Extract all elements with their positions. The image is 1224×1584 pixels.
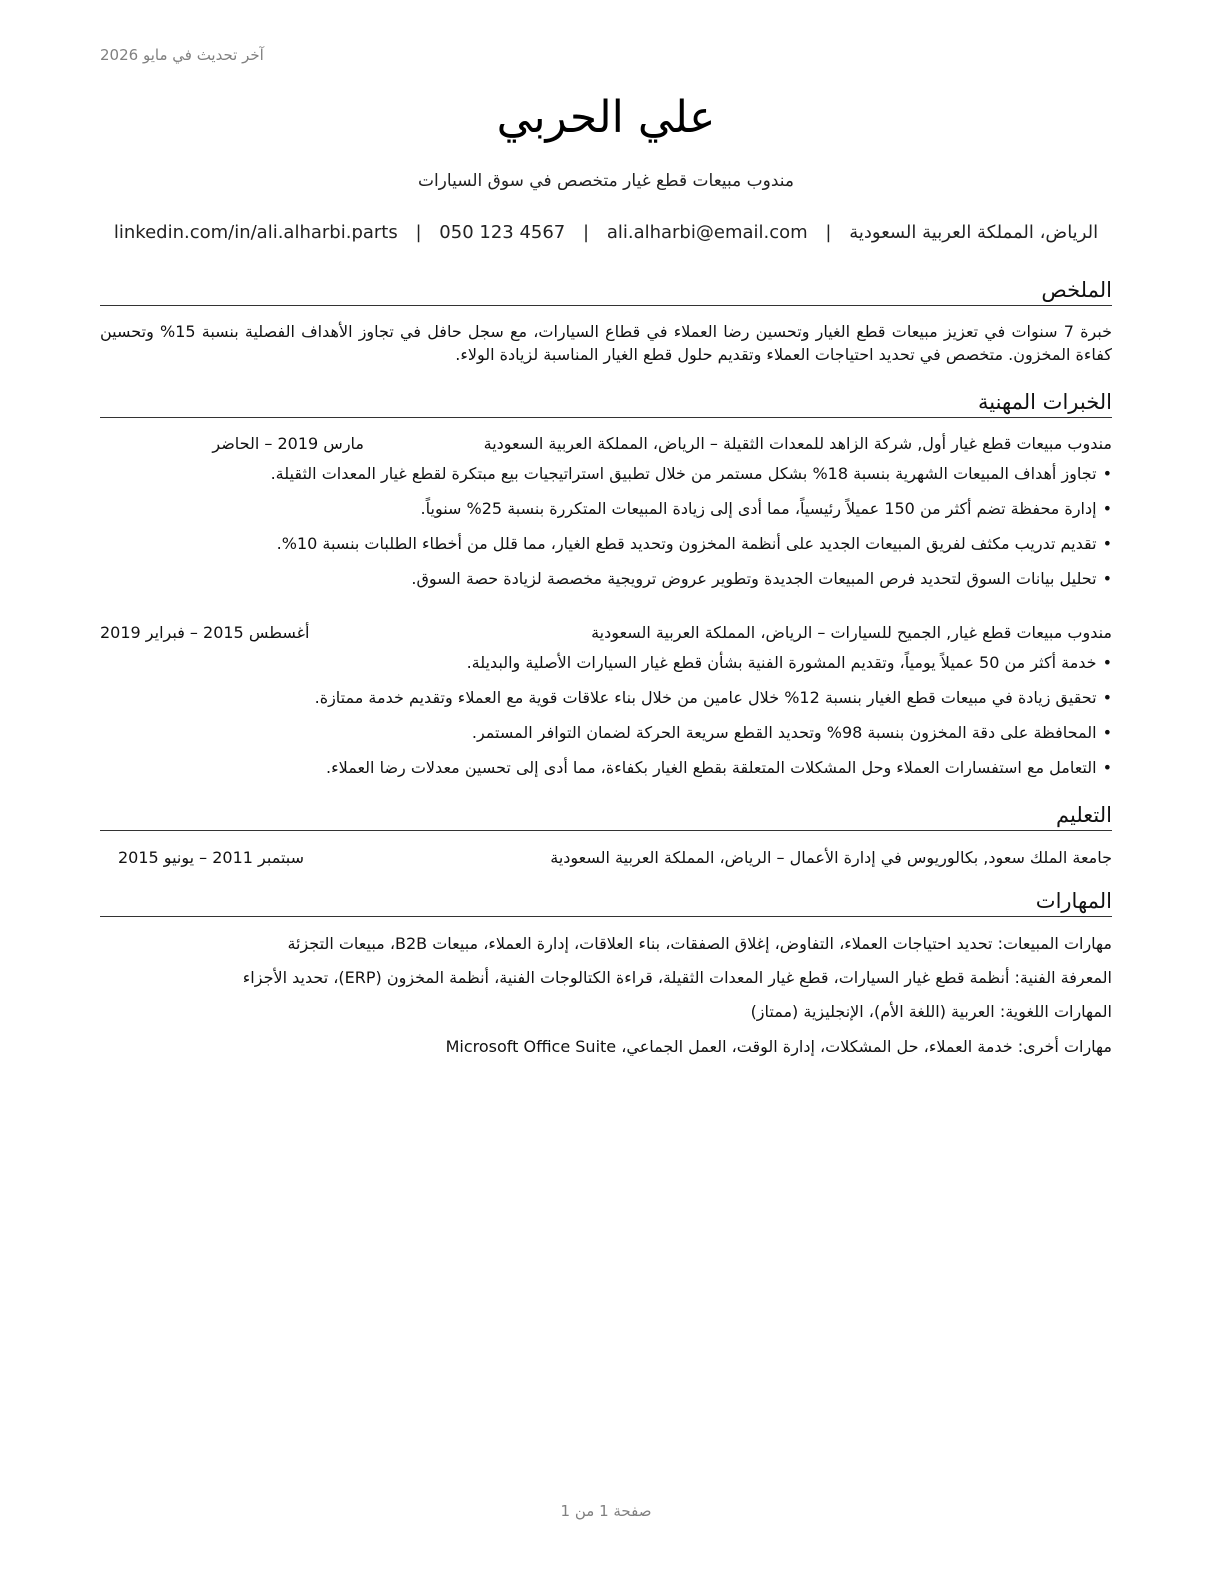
phone-text: 050 123 4567 [439, 222, 566, 243]
linkedin-link[interactable]: linkedin.com/in/ali.alharbi.parts [113, 222, 398, 243]
location-text: الرياض، المملكة العربية السعودية [849, 222, 1099, 243]
skills-line: مهارات أخرى: خدمة العملاء، حل المشكلات، إدارة الوقت، العمل الجماعي، Microsoft Office Suite [445, 1037, 1112, 1056]
skills-heading: المهارات [100, 887, 1112, 917]
job-role-company: مندوب مبيعات قطع غيار, الجميح للسيارات – الرياض، المملكة العربية السعودية [591, 623, 1112, 642]
job-bullet: •تقديم تدريب مكثف لفريق المبيعات الجديد على أنظمة المخزون وتحديد قطع الغيار، مما قلل من أخطاء الطلبات بنسبة 10%. [276, 534, 1112, 553]
skills-line: مهارات المبيعات: تحديد احتياجات العملاء، التفاوض، إغلاق الصفقات، بناء العلاقات، إدارة العملاء، مبيعات B2B، مبيعات التجزئة [287, 934, 1112, 953]
summary-heading: الملخص [100, 276, 1112, 306]
skills-line: المعرفة الفنية: أنظمة قطع غيار السيارات، قطع غيار المعدات الثقيلة، قراءة الكتالوجات الفنية، أنظمة المخزون (ERP)، تحديد الأجزاء [242, 968, 1112, 987]
job-bullet: •تجاوز أهداف المبيعات الشهرية بنسبة 18% بشكل مستمر من خلال تطبيق استراتيجيات بيع مبتكرة لقطع غيار المعدات الثقيلة. [270, 464, 1112, 483]
education-heading: التعليم [100, 801, 1112, 831]
education-degree: جامعة الملك سعود, بكالوريوس في إدارة الأعمال – الرياض، المملكة العربية السعودية [550, 848, 1112, 867]
contact-line [100, 222, 1112, 243]
job-bullet: •المحافظة على دقة المخزون بنسبة 98% وتحديد القطع سريعة الحركة لضمان التوافر المستمر. [471, 723, 1112, 742]
last-updated-note: آخر تحديث في مايو 2026 [100, 46, 264, 64]
job-dates: أغسطس 2015 – فبراير 2019 [100, 623, 310, 642]
job-header [100, 432, 1112, 456]
resume-page [100, 0, 1112, 1584]
education-entry [100, 846, 1112, 870]
skills-line: المهارات اللغوية: العربية (اللغة الأم)، الإنجليزية (ممتاز) [750, 1002, 1112, 1021]
job-header [100, 621, 1112, 645]
education-dates: سبتمبر 2011 – يونيو 2015 [118, 848, 305, 867]
separator: | [825, 222, 832, 243]
email-link[interactable]: ali.alharbi@email.com [606, 222, 808, 243]
job-role-company: مندوب مبيعات قطع غيار أول, شركة الزاهد للمعدات الثقيلة – الرياض، المملكة العربية السعودية [483, 434, 1112, 453]
page-number: صفحة 1 من 1 [560, 1502, 652, 1520]
summary-text: خبرة 7 سنوات في تعزيز مبيعات قطع الغيار وتحسين رضا العملاء في قطاع السيارات، مع سجل حافل في تجاوز الأهداف الفصلية بنسبة 15% وتحسين كفاءة المخزون. متخصص في تحديد احتياجات العملاء وتقديم حلول قطع الغيار المناسبة لزيادة الولاء. [100, 322, 1112, 364]
candidate-name: علي الحربي [496, 92, 716, 143]
experience-heading: الخبرات المهنية [100, 388, 1112, 418]
job-dates: مارس 2019 – الحاضر [212, 434, 364, 453]
job-bullet: •تحقيق زيادة في مبيعات قطع الغيار بنسبة 12% خلال عامين من خلال بناء علاقات قوية مع العملاء وتقديم خدمة ممتازة. [314, 688, 1112, 707]
job-bullet: •تحليل بيانات السوق لتحديد فرص المبيعات الجديدة وتطوير عروض ترويجية مخصصة لزيادة حصة السوق. [411, 569, 1112, 588]
separator: | [583, 222, 590, 243]
job-bullet: •إدارة محفظة تضم أكثر من 150 عميلاً رئيسياً، مما أدى إلى زيادة المبيعات المتكررة بنسبة 25% سنوياً. [420, 499, 1112, 518]
candidate-title: مندوب مبيعات قطع غيار متخصص في سوق السيارات [417, 171, 795, 191]
job-bullet: •خدمة أكثر من 50 عميلاً يومياً، وتقديم المشورة الفنية بشأن قطع غيار السيارات الأصلية والبديلة. [466, 653, 1112, 672]
job-bullet: •التعامل مع استفسارات العملاء وحل المشكلات المتعلقة بقطع الغيار بكفاءة، مما أدى إلى تحسين معدلات رضا العملاء. [326, 758, 1112, 777]
separator: | [415, 222, 422, 243]
